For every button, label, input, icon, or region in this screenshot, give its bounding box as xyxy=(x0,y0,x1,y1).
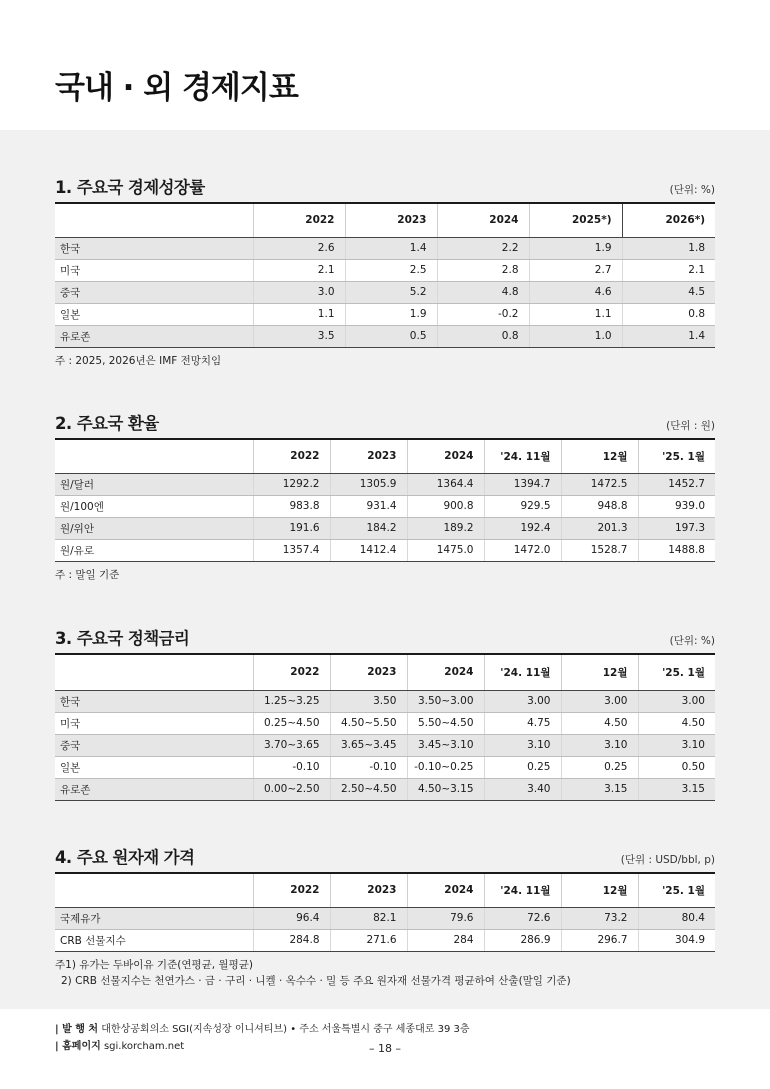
row-label: 일본 xyxy=(55,756,253,778)
row-label: CRB 선물지수 xyxy=(55,929,253,951)
table-cell: 948.8 xyxy=(561,495,638,517)
table-cell: -0.10 xyxy=(253,756,330,778)
table-cell: 3.50~3.00 xyxy=(407,690,484,712)
section-growth-rate xyxy=(55,174,715,369)
exchange-rate-table xyxy=(55,438,715,562)
table-header-row xyxy=(55,439,715,473)
content-area xyxy=(0,130,770,1009)
row-label: 유로존 xyxy=(55,325,253,347)
table-cell: 1452.7 xyxy=(638,473,715,495)
homepage-label: | 홈페이지 xyxy=(55,1041,101,1052)
table-cell: 3.15 xyxy=(638,778,715,800)
column-header: '24. 11월 xyxy=(484,439,561,473)
table-cell: 2.7 xyxy=(529,259,622,281)
publisher-line xyxy=(55,1020,470,1035)
row-label: 유로존 xyxy=(55,778,253,800)
column-header: 2023 xyxy=(330,873,407,907)
table-cell: 82.1 xyxy=(330,907,407,929)
column-header: '25. 1월 xyxy=(638,873,715,907)
table-cell: 1.0 xyxy=(529,325,622,347)
table-cell: 1528.7 xyxy=(561,539,638,561)
row-label: 미국 xyxy=(55,259,253,281)
publisher-text: 대한상공회의소 SGI(지속성장 이니셔티브) • 주소 서울특별시 중구 세종대로 39 3층 xyxy=(101,1024,470,1035)
table-cell: 4.75 xyxy=(484,712,561,734)
table-cell: 197.3 xyxy=(638,517,715,539)
row-label: 한국 xyxy=(55,237,253,259)
table-cell: 1.25~3.25 xyxy=(253,690,330,712)
table-cell: 304.9 xyxy=(638,929,715,951)
table-cell: 1488.8 xyxy=(638,539,715,561)
table-cell: 0.25~4.50 xyxy=(253,712,330,734)
column-header: 12월 xyxy=(561,873,638,907)
table-header-row xyxy=(55,203,715,237)
table-cell: 1412.4 xyxy=(330,539,407,561)
table-header-row xyxy=(55,873,715,907)
table-cell: 983.8 xyxy=(253,495,330,517)
column-header: 2024 xyxy=(407,873,484,907)
table-cell: 0.5 xyxy=(345,325,437,347)
table-note xyxy=(55,567,715,583)
table-row xyxy=(55,756,715,778)
table-cell: 3.15 xyxy=(561,778,638,800)
column-header: 2026*) xyxy=(622,203,715,237)
section-title: 2. 주요국 환율 xyxy=(55,414,159,433)
table-cell: 3.10 xyxy=(484,734,561,756)
table-cell: 900.8 xyxy=(407,495,484,517)
table-cell: 2.8 xyxy=(437,259,529,281)
table-cell: 1.4 xyxy=(622,325,715,347)
table-cell: 1.8 xyxy=(622,237,715,259)
page-footer xyxy=(0,1009,770,1089)
note-line: 주 : 2025, 2026년은 IMF 전망치임 xyxy=(55,354,222,367)
table-cell: 284 xyxy=(407,929,484,951)
column-header: 2023 xyxy=(345,203,437,237)
section-unit: (단위: %) xyxy=(669,184,715,196)
growth-rate-table xyxy=(55,202,715,348)
column-header: 12월 xyxy=(561,439,638,473)
row-label: 중국 xyxy=(55,734,253,756)
table-cell: 296.7 xyxy=(561,929,638,951)
table-cell: 1475.0 xyxy=(407,539,484,561)
table-cell: 80.4 xyxy=(638,907,715,929)
page-number: – 18 – xyxy=(369,1042,401,1055)
table-header-row xyxy=(55,654,715,690)
table-cell: 4.5 xyxy=(622,281,715,303)
table-row xyxy=(55,281,715,303)
column-header: '25. 1월 xyxy=(638,439,715,473)
row-label: 미국 xyxy=(55,712,253,734)
table-cell: 0.00~2.50 xyxy=(253,778,330,800)
table-row xyxy=(55,712,715,734)
table-cell: 1.9 xyxy=(345,303,437,325)
table-row xyxy=(55,690,715,712)
table-cell: 1.9 xyxy=(529,237,622,259)
table-cell: 4.50 xyxy=(561,712,638,734)
section-title: 1. 주요국 경제성장률 xyxy=(55,178,205,197)
table-cell: 931.4 xyxy=(330,495,407,517)
table-cell: 0.25 xyxy=(484,756,561,778)
table-cell: 929.5 xyxy=(484,495,561,517)
table-cell: 0.8 xyxy=(437,325,529,347)
table-cell: 1357.4 xyxy=(253,539,330,561)
policy-rate-table xyxy=(55,653,715,801)
section-unit: (단위 : 원) xyxy=(666,420,715,432)
table-cell: 5.50~4.50 xyxy=(407,712,484,734)
table-row xyxy=(55,929,715,951)
table-cell: -0.10~0.25 xyxy=(407,756,484,778)
table-cell: 1472.5 xyxy=(561,473,638,495)
column-header: 2022 xyxy=(253,654,330,690)
section-commodity-prices xyxy=(55,844,715,989)
table-cell: 2.2 xyxy=(437,237,529,259)
column-header: 2023 xyxy=(330,654,407,690)
table-cell: 4.50~5.50 xyxy=(330,712,407,734)
publisher-label: | 발 행 처 xyxy=(55,1024,99,1035)
column-header: 2023 xyxy=(330,439,407,473)
column-header: 2022 xyxy=(253,439,330,473)
column-header: '24. 11월 xyxy=(484,873,561,907)
table-cell: 5.2 xyxy=(345,281,437,303)
table-note xyxy=(55,957,715,989)
table-cell: 3.00 xyxy=(561,690,638,712)
table-cell: -0.10 xyxy=(330,756,407,778)
table-cell: 3.00 xyxy=(638,690,715,712)
table-cell: 4.6 xyxy=(529,281,622,303)
table-cell: 3.10 xyxy=(561,734,638,756)
row-label: 원/위안 xyxy=(55,517,253,539)
table-cell: 1292.2 xyxy=(253,473,330,495)
table-cell: 2.1 xyxy=(253,259,345,281)
table-cell: 191.6 xyxy=(253,517,330,539)
section-unit: (단위 : USD/bbl, p) xyxy=(620,854,715,866)
column-header: 2025*) xyxy=(529,203,622,237)
table-row xyxy=(55,907,715,929)
table-cell: 0.50 xyxy=(638,756,715,778)
table-cell: 3.65~3.45 xyxy=(330,734,407,756)
table-cell: 3.00 xyxy=(484,690,561,712)
table-cell: 2.1 xyxy=(622,259,715,281)
page-header xyxy=(0,0,770,130)
table-cell: 2.6 xyxy=(253,237,345,259)
row-label: 일본 xyxy=(55,303,253,325)
section-policy-rate xyxy=(55,625,715,801)
table-cell: 4.50~3.15 xyxy=(407,778,484,800)
table-cell: 79.6 xyxy=(407,907,484,929)
table-cell: 1394.7 xyxy=(484,473,561,495)
commodity-prices-table xyxy=(55,872,715,952)
table-cell: -0.2 xyxy=(437,303,529,325)
table-cell: 201.3 xyxy=(561,517,638,539)
table-cell: 189.2 xyxy=(407,517,484,539)
table-cell: 1472.0 xyxy=(484,539,561,561)
table-row xyxy=(55,325,715,347)
table-cell: 271.6 xyxy=(330,929,407,951)
column-header: 2024 xyxy=(437,203,529,237)
table-cell: 4.8 xyxy=(437,281,529,303)
section-exchange-rate xyxy=(55,410,715,583)
row-label: 국제유가 xyxy=(55,907,253,929)
note-line: 주 : 말일 기준 xyxy=(55,568,120,581)
table-cell: 73.2 xyxy=(561,907,638,929)
section-title: 3. 주요국 정책금리 xyxy=(55,629,190,648)
table-cell: 2.5 xyxy=(345,259,437,281)
homepage-link[interactable]: sgi.korcham.net xyxy=(103,1041,185,1052)
table-cell: 3.40 xyxy=(484,778,561,800)
column-header: 2022 xyxy=(253,203,345,237)
table-note xyxy=(55,353,715,369)
table-row xyxy=(55,539,715,561)
row-label: 원/100엔 xyxy=(55,495,253,517)
row-label: 한국 xyxy=(55,690,253,712)
row-label: 원/유로 xyxy=(55,539,253,561)
table-row xyxy=(55,473,715,495)
note-line: 2) CRB 선물지수는 천연가스 · 금 · 구리 · 니켈 · 옥수수 · 밀 등 주요 원자재 선물가격 평균하여 산출(말일 기준) xyxy=(61,974,571,987)
section-unit: (단위: %) xyxy=(669,635,715,647)
table-row xyxy=(55,517,715,539)
row-label: 원/달러 xyxy=(55,473,253,495)
section-title: 4. 주요 원자재 가격 xyxy=(55,848,195,867)
table-cell: 286.9 xyxy=(484,929,561,951)
column-header: 2022 xyxy=(253,873,330,907)
table-row xyxy=(55,237,715,259)
table-cell: 1.4 xyxy=(345,237,437,259)
table-cell: 0.25 xyxy=(561,756,638,778)
table-row xyxy=(55,734,715,756)
table-row xyxy=(55,495,715,517)
table-cell: 184.2 xyxy=(330,517,407,539)
table-cell: 1364.4 xyxy=(407,473,484,495)
table-cell: 284.8 xyxy=(253,929,330,951)
column-header: 2024 xyxy=(407,654,484,690)
table-cell: 939.0 xyxy=(638,495,715,517)
table-cell: 3.50 xyxy=(330,690,407,712)
column-header: 2024 xyxy=(407,439,484,473)
table-row xyxy=(55,259,715,281)
table-cell: 1.1 xyxy=(529,303,622,325)
table-cell: 4.50 xyxy=(638,712,715,734)
table-cell: 3.45~3.10 xyxy=(407,734,484,756)
page-title: 국내 · 외 경제지표 xyxy=(55,70,298,106)
table-row xyxy=(55,303,715,325)
column-header: '24. 11월 xyxy=(484,654,561,690)
table-cell: 0.8 xyxy=(622,303,715,325)
row-label: 중국 xyxy=(55,281,253,303)
table-cell: 1305.9 xyxy=(330,473,407,495)
table-cell: 2.50~4.50 xyxy=(330,778,407,800)
table-cell: 96.4 xyxy=(253,907,330,929)
table-cell: 3.5 xyxy=(253,325,345,347)
table-cell: 192.4 xyxy=(484,517,561,539)
table-cell: 3.70~3.65 xyxy=(253,734,330,756)
table-cell: 1.1 xyxy=(253,303,345,325)
column-header: '25. 1월 xyxy=(638,654,715,690)
table-cell: 3.10 xyxy=(638,734,715,756)
table-row xyxy=(55,778,715,800)
column-header: 12월 xyxy=(561,654,638,690)
table-cell: 3.0 xyxy=(253,281,345,303)
note-line: 주1) 유가는 두바이유 기준(연평균, 월평균) xyxy=(55,958,253,971)
table-cell: 72.6 xyxy=(484,907,561,929)
